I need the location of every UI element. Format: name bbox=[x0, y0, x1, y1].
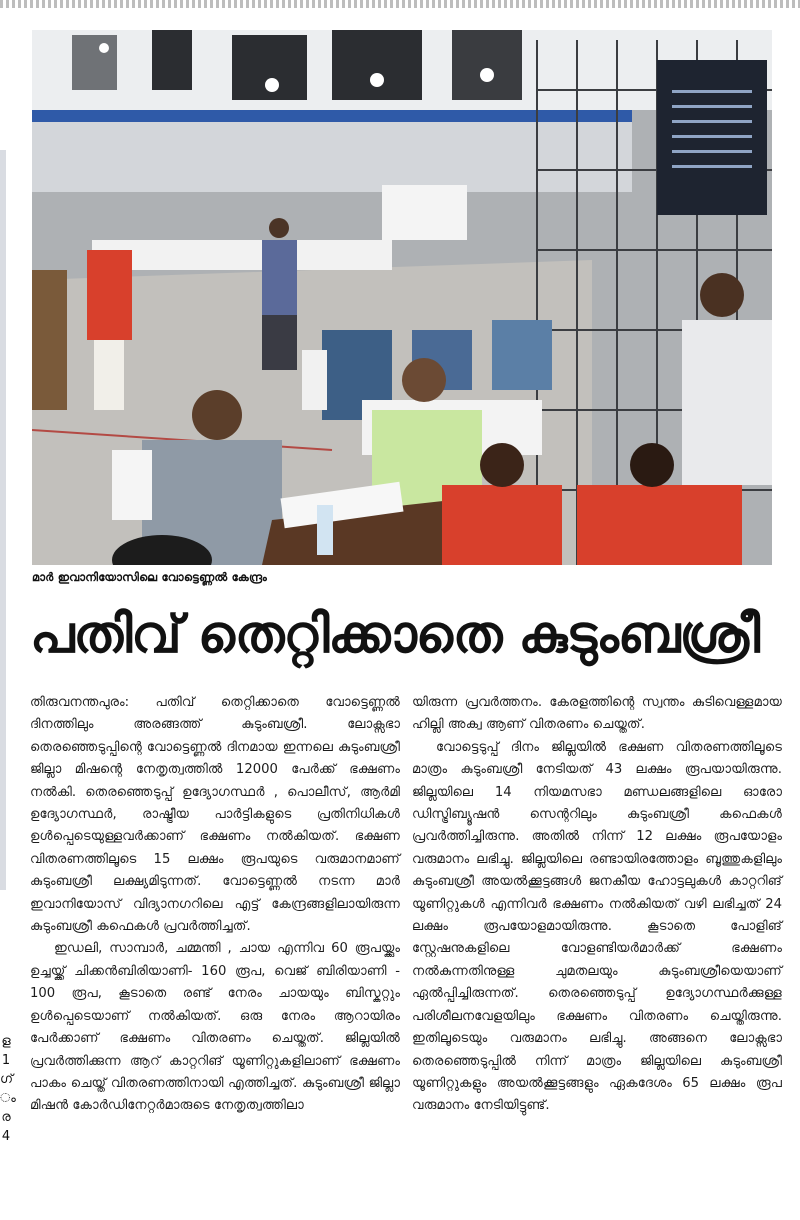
article-column-right bbox=[412, 692, 782, 1118]
article-paragraph: വോട്ടെടുപ്പ് ദിനം ജില്ലയിൽ ഭക്ഷണ വിതരണത്തിലൂടെ മാത്രം കുടുംബശ്രീ നേടിയത് 43 ലക്ഷം രൂപയായിരുന്നു. ജില്ലയിലെ 14 നിയമസഭാ മണ്ഡലങ്ങളിലെ ഓരോ ഡിസ്ട്രിബ്യൂഷൻ സെന്ററിലും കുടുംബശ്രീ കഫെകൾ പ്രവർത്തിച്ചിരുന്നു. അതിൽ നിന്ന് 12 ലക്ഷം രൂപയോളം വരുമാനം ലഭിച്ചു. ജില്ലയിലെ രണ്ടായിരത്തോളം ബൂത്തുകളിലും കുടുംബശ്രീ അയൽക്കൂട്ടങ്ങൾ ജനകീയ ഹോട്ടലുകൾ കാറ്ററിങ് യൂണിറ്റുകൾ എന്നിവർ ഭക്ഷണം നൽകിയത് വഴി ലഭിച്ചത് 24 ലക്ഷം രൂപയോളമായിരുന്നു. കൂടാതെ പോളിങ് സ്റ്റേഷനുകളിലെ വോളണ്ടിയർമാർക്ക് ഭക്ഷണം നൽകുന്നതിനുള്ള ചുമതലയും കുടുംബശ്രീയെയാണ് ഏൽപ്പിച്ചിരുന്നത്. തെരഞ്ഞെടുപ്പ് ഉദ്യോഗസ്ഥർക്കുള്ള പരിശീലനവേളയിലും ഭക്ഷണം വിതരണം ചെയ്തിരുന്നു. ഇതിലൂടെയും വരുമാനം ലഭിച്ചു. അങ്ങനെ ലോക്സഭാ തെരഞ്ഞെടുപ്പിൽ നിന്ന് മാത്രം ജില്ലയിലെ കുടുംബശ്രീ യൂണിറ്റുകളും അയൽക്കൂട്ടങ്ങളും ഏകദേശം 65 ലക്ഷം രൂപ വരുമാനം നേടിയിട്ടുണ്ട്. bbox=[412, 739, 782, 1114]
article-paragraph: യിരുന്ന പ്രവർത്തനം. കേരളത്തിന്റെ സ്വന്തം കുടിവെള്ളമായ ഹില്ലി അക്വ ആണ് വിതരണം ചെയ്തത്. bbox=[412, 695, 782, 733]
side-mark: ര bbox=[1, 1110, 11, 1125]
article-paragraph: തിരുവനന്തപുരം: പതിവ് തെറ്റിക്കാതെ വോട്ടെണ്ണൽ ദിനത്തിലും അരങ്ങത്ത് കുടുംബശ്രീ. ലോക്സഭാ തെരഞ്ഞെടുപ്പിന്റെ വോട്ടെണ്ണൽ ദിനമായ ഇന്നലെ കുടുംബശ്രീ ജില്ലാ മിഷന്റെ നേതൃത്വത്തിൽ 12000 പേർക്ക് ഭക്ഷണം നൽകി. തെരഞ്ഞെടുപ്പ് ഉദ്യോഗസ്ഥർ , പൊലീസ്, ആർമി ഉദ്യോഗസ്ഥർ, രാഷ്ട്രീയ പാർട്ടികളുടെ പ്രതിനിധികൾ ഉൾപ്പെടെയുള്ളവർക്കാണ് ഭക്ഷണം നൽകിയത്. ഭക്ഷണ വിതരണത്തിലൂടെ 15 ലക്ഷം രൂപയുടെ വരുമാനമാണ് കുടുംബശ്രീ ലക്ഷ്യമിടുന്നത്. വോട്ടെണ്ണൽ നടന്ന മാർ ഇവാനിയോസ് വിദ്യാനഗറിലെ എട്ട് കേന്ദ്രങ്ങളിലായിരുന്ന കുടുംബശ്രീ കഫെകൾ പ്രവർത്തിച്ചത്. bbox=[30, 695, 400, 935]
article-paragraph: ഇഡലി, സാമ്പാർ, ചമ്മന്തി , ചായ എന്നിവ 60 രൂപയ്ക്കും ഉച്ചയ്ക്ക് ചിക്കൻബിരിയാണി- 160 രൂപ, വെജ് ബിരിയാണി - 100 രൂപ, കൂടാതെ രണ്ട് നേരം ചായയും ബിസ്കറ്റും ഉൾപ്പെടെയാണ് നൽകിയത്. ഒരു നേരം ആറായിരം പേർക്കാണ് ഭക്ഷണം വിതരണം ചെയ്തത്. ജില്ലയിൽ പ്രവർത്തിക്കുന്ന ആറ് കാറ്ററിങ് യൂണിറ്റുകളിലാണ് ഭക്ഷണം പാകം ചെയ്ത് വിതരണത്തിനായി എത്തിച്ചത്. കുടുംബശ്രീ ജില്ലാ മിഷൻ കോർഡിനേറ്റർമാരുടെ നേതൃത്വത്തിലാ bbox=[30, 941, 400, 1114]
article-column-left bbox=[30, 692, 400, 1118]
news-photo bbox=[32, 30, 772, 565]
side-mark: ം bbox=[0, 1091, 16, 1106]
adjacent-page-edge bbox=[0, 150, 6, 890]
side-mark: ഗ് bbox=[0, 1072, 14, 1087]
adjacent-column-fragment bbox=[0, 1032, 16, 1146]
side-mark: ള bbox=[1, 1034, 11, 1049]
headline: പതിവ് തെറ്റിക്കാതെ കുടുംബശ്രീ bbox=[30, 605, 760, 665]
photo-caption: മാർ ഇവാനിയോസിലെ വോട്ടെണ്ണൽ കേന്ദ്രം bbox=[32, 570, 268, 584]
top-border bbox=[0, 0, 800, 8]
side-mark: 1 bbox=[1, 1053, 11, 1068]
side-mark: 4 bbox=[1, 1129, 11, 1144]
